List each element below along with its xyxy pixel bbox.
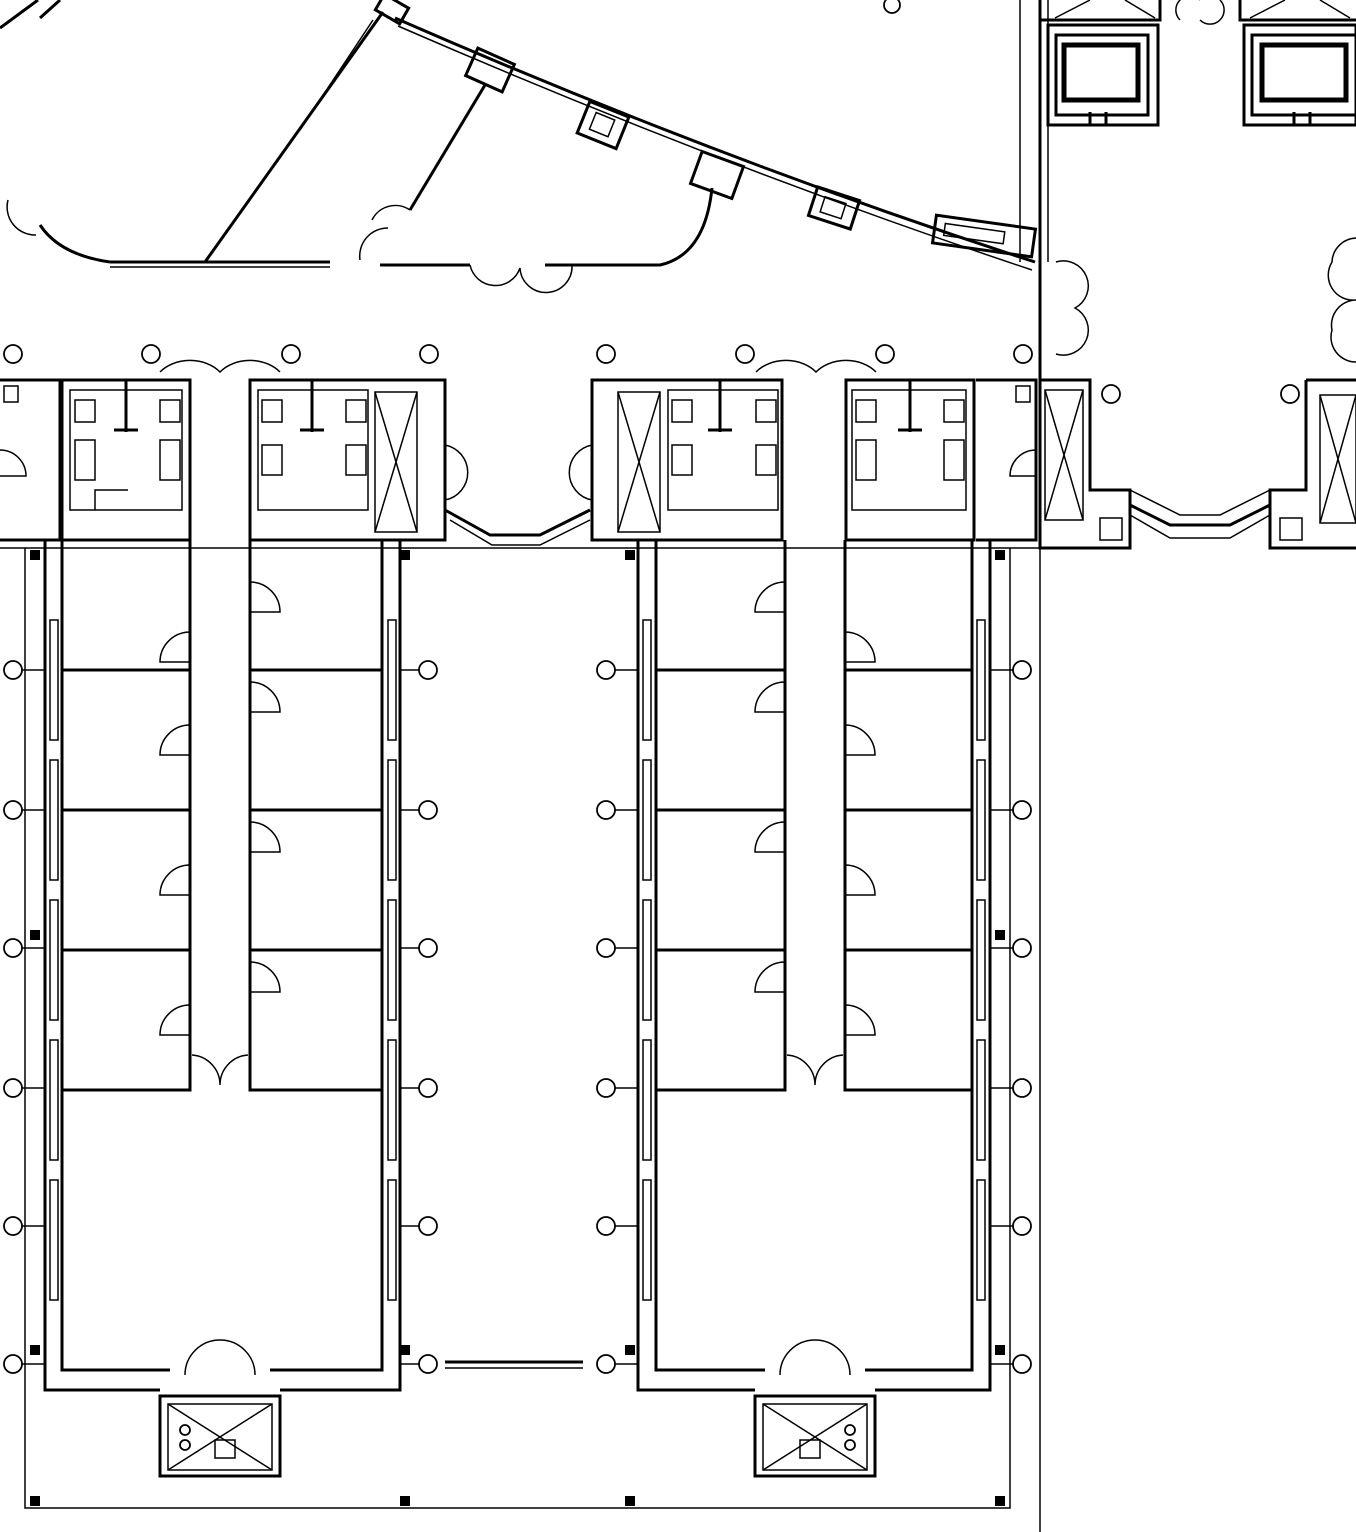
site-outline — [0, 548, 1040, 1532]
right-service-core — [1020, 0, 1356, 548]
left-wing — [30, 540, 410, 1476]
right-wing — [625, 540, 1005, 1476]
top-colonnade — [4, 345, 1032, 372]
curved-upper-building — [0, 0, 1035, 293]
side-columns — [4, 661, 1031, 1373]
restroom-strip — [0, 380, 1036, 545]
